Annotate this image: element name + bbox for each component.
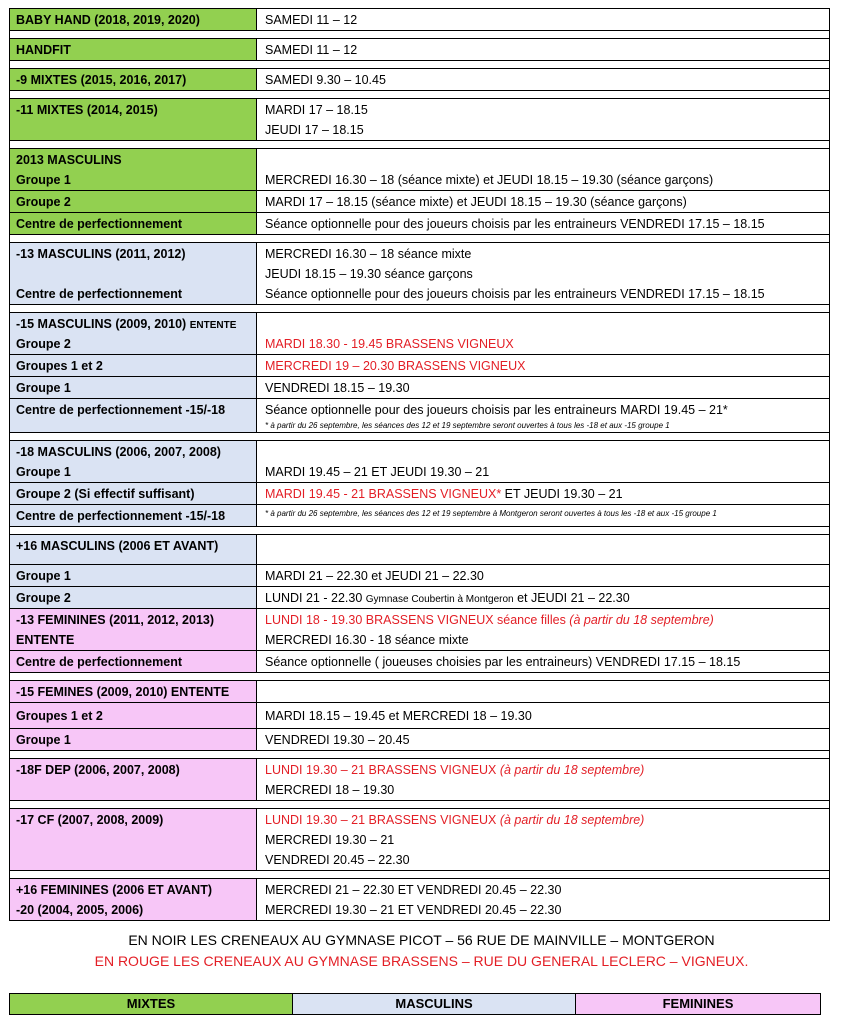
category-label: +16 MASCULINS (2006 ET AVANT): [16, 539, 219, 553]
schedule-cell: [256, 587, 829, 608]
schedule-text-part: LUNDI 19.30 – 21 BRASSENS VIGNEUX: [265, 813, 500, 827]
category-cell: [10, 441, 256, 482]
schedule-cell: [256, 355, 829, 376]
schedule-cell: [256, 565, 829, 586]
group-label: Groupe 1: [16, 173, 71, 187]
category-label: -15 FEMINES (2009, 2010) ENTENTE: [16, 685, 230, 699]
footnote: * à partir du 26 septembre, les séances des 12 et 19 septembre à Montgeron seront ouvertes à tous les -18 et aux -15 groupe 1: [265, 509, 717, 518]
venue-note: Gymnase Coubertin à Montgeron: [365, 594, 514, 605]
category-cell: [10, 313, 256, 354]
category-cell: [10, 609, 256, 650]
category-label: [16, 314, 250, 334]
category-label: BABY HAND (2018, 2019, 2020): [16, 13, 200, 27]
schedule-text: MERCREDI 19.30 – 21: [265, 833, 395, 847]
category-cell: [10, 759, 256, 800]
start-date-note: (à partir du 18 septembre): [499, 813, 645, 827]
category-label: -9 MIXTES (2015, 2016, 2017): [16, 73, 187, 87]
schedule-text: MARDI 17 – 18.15 (séance mixte) et JEUDI 18.15 – 19.30 (séance garçons): [265, 195, 687, 209]
group-label: Centre de perfectionnement -15/-18: [16, 509, 226, 523]
row-separator: [9, 871, 830, 878]
schedule-text: MERCREDI 16.30 – 18 (séance mixte) et JEUDI 18.15 – 19.30 (séance garçons): [265, 173, 714, 187]
group-label: Centre de perfectionnement -15/-18: [16, 403, 226, 417]
category-label: -11 MIXTES (2014, 2015): [16, 103, 158, 117]
schedule-block-18f-dep: [9, 758, 830, 801]
schedule-text: SAMEDI 11 – 12: [265, 13, 358, 27]
row-separator: [9, 751, 830, 758]
group-label: Groupe 1: [16, 381, 71, 395]
schedule-text: [265, 442, 821, 462]
schedule-text: MERCREDI 16.30 - 18 séance mixte: [265, 633, 469, 647]
schedule-cell: [256, 377, 829, 398]
schedule-text: MERCREDI 19.30 – 21 ET VENDREDI 20.45 – 22.30: [265, 903, 562, 917]
schedule-text: Séance optionnelle ( joueuses choisies par les entraineurs) VENDREDI 17.15 – 18.15: [265, 655, 741, 669]
schedule-table: [9, 8, 830, 921]
schedule-text-vigneux: MARDI 18.30 - 19.45 BRASSENS VIGNEUX: [265, 337, 514, 351]
row-separator: [9, 91, 830, 98]
schedule-text-part: LUNDI 21 - 22.30: [265, 591, 366, 605]
entente-tag: ENTENTE: [189, 320, 237, 331]
schedule-text: JEUDI 18.15 – 19.30 séance garçons: [265, 267, 473, 281]
group-label: Groupe 2: [16, 337, 71, 351]
category-cell: [10, 243, 256, 304]
category-cell: [10, 535, 256, 564]
category-cell: [10, 399, 256, 432]
row-separator: [9, 235, 830, 242]
row-separator: [9, 673, 830, 680]
schedule-cell: [256, 729, 829, 750]
schedule-text-part: LUNDI 18 - 19.30 BRASSENS VIGNEUX séance filles: [265, 613, 570, 627]
start-date-note: (à partir du 18 septembre): [499, 763, 645, 777]
schedule-cell: [256, 651, 829, 672]
schedule-block-17-cf: [9, 808, 830, 871]
schedule-block-13-feminines: [9, 609, 830, 673]
schedule-block-11-mixtes: [9, 98, 830, 141]
category-cell: [10, 355, 256, 376]
schedule-cell: [256, 759, 829, 800]
schedule-text-part: LUNDI 19.30 – 21 BRASSENS VIGNEUX: [265, 763, 500, 777]
category-label: -18F DEP (2006, 2007, 2008): [16, 763, 180, 777]
category-cell: [10, 99, 256, 140]
schedule-cell: [256, 441, 829, 482]
schedule-text: Séance optionnelle pour des joueurs choisis par les entraineurs VENDREDI 17.15 – 18.15: [265, 217, 765, 231]
schedule-cell: [256, 879, 829, 920]
schedule-block-2013-masculins: [9, 148, 830, 235]
category-label: -18 MASCULINS (2006, 2007, 2008): [16, 445, 221, 459]
schedule-block-16-feminines: [9, 878, 830, 921]
group-label: Groupe 2 (Si effectif suffisant): [16, 487, 195, 501]
group-label: Centre de perfectionnement: [16, 655, 183, 669]
category-title: -15 MASCULINS (2009, 2010): [16, 317, 187, 331]
schedule-text-vigneux: MERCREDI 19 – 20.30 BRASSENS VIGNEUX: [265, 359, 526, 373]
schedule-cell: [256, 483, 829, 504]
schedule-block-handfit: [9, 38, 830, 61]
category-cell: [10, 729, 256, 750]
group-label: Groupe 2: [16, 195, 71, 209]
category-cell: [10, 587, 256, 608]
schedule-cell: [256, 243, 829, 304]
schedule-cell: [256, 39, 829, 60]
schedule-text: [265, 314, 821, 334]
schedule-text-montgeron: ET JEUDI 19.30 – 21: [501, 487, 623, 501]
category-cell: [10, 191, 256, 212]
schedule-text: SAMEDI 9.30 – 10.45: [265, 73, 386, 87]
schedule-text-vigneux: [265, 610, 821, 630]
schedule-block-15-feminines: [9, 680, 830, 751]
legend-mixtes: MIXTES: [10, 994, 292, 1014]
schedule-block-13-masculins: [9, 242, 830, 305]
category-cell: [10, 809, 256, 870]
category-cell: [10, 879, 256, 920]
schedule-cell: [256, 535, 829, 564]
schedule-text: SAMEDI 11 – 12: [265, 43, 358, 57]
schedule-text-vigneux: [265, 810, 821, 830]
category-cell: [10, 377, 256, 398]
schedule-text: MARDI 21 – 22.30 et JEUDI 21 – 22.30: [265, 569, 484, 583]
category-cell: [10, 69, 256, 90]
category-cell: [10, 651, 256, 672]
schedule-text: Séance optionnelle pour des joueurs choisis par les entraineurs MARDI 19.45 – 21*: [265, 403, 728, 417]
group-label: Centre de perfectionnement: [16, 287, 183, 301]
group-label: Groupe 2: [16, 591, 71, 605]
category-cell: [10, 149, 256, 190]
schedule-cell: [256, 149, 829, 190]
schedule-cell: [256, 213, 829, 234]
schedule-text: [265, 588, 821, 608]
category-cell: [10, 681, 256, 702]
schedule-block-16-masculins: [9, 534, 830, 609]
group-label: Groupes 1 et 2: [16, 709, 103, 723]
schedule-text: [265, 150, 821, 170]
schedule-text: MARDI 18.15 – 19.45 et MERCREDI 18 – 19.30: [265, 709, 532, 723]
schedule-cell: [256, 609, 829, 650]
legend-masculins: MASCULINS: [292, 994, 575, 1014]
schedule-block-15-masculins: [9, 312, 830, 433]
schedule-cell: [256, 99, 829, 140]
start-date-note: (à partir du 18 septembre): [569, 613, 714, 627]
entente-label: ENTENTE: [16, 633, 75, 647]
group-label: Groupes 1 et 2: [16, 359, 103, 373]
row-separator: [9, 31, 830, 38]
venue-note-vigneux: EN ROUGE LES CRENEAUX AU GYMNASE BRASSENS – RUE DU GENERAL LECLERC – VIGNEUX.: [94, 953, 749, 969]
schedule-cell: [256, 399, 829, 432]
schedule-block-18-masculins: [9, 440, 830, 527]
schedule-text: VENDREDI 18.15 – 19.30: [265, 381, 410, 395]
category-cell: [10, 483, 256, 504]
category-label: HANDFIT: [16, 43, 71, 57]
category-label: -20 (2004, 2005, 2006): [16, 903, 144, 917]
row-separator: [9, 61, 830, 68]
category-cell: [10, 565, 256, 586]
schedule-cell: [256, 313, 829, 354]
schedule-text: VENDREDI 20.45 – 22.30: [265, 853, 410, 867]
row-separator: [9, 305, 830, 312]
category-label: -13 FEMININES (2011, 2012, 2013): [16, 613, 215, 627]
category-label: 2013 MASCULINS: [16, 153, 122, 167]
schedule-text: MERCREDI 18 – 19.30: [265, 783, 395, 797]
schedule-text: MERCREDI 21 – 22.30 ET VENDREDI 20.45 – 22.30: [265, 883, 562, 897]
schedule-text-vigneux: MARDI 19.45 - 21 BRASSENS VIGNEUX*: [265, 487, 502, 501]
venue-note-montgeron: EN NOIR LES CRENEAUX AU GYMNASE PICOT – 56 RUE DE MAINVILLE – MONTGERON: [128, 932, 715, 948]
row-separator: [9, 527, 830, 534]
group-label: Groupe 1: [16, 733, 71, 747]
schedule-cell: [256, 681, 829, 702]
color-legend: [9, 993, 821, 1015]
legend-feminines: FEMININES: [575, 994, 820, 1014]
schedule-text: MARDI 17 – 18.15: [265, 103, 368, 117]
schedule-text: [265, 484, 821, 504]
schedule-text: VENDREDI 19.30 – 20.45: [265, 733, 410, 747]
schedule-text: [265, 536, 821, 556]
schedule-block-9-mixtes: [9, 68, 830, 91]
row-separator: [9, 433, 830, 440]
category-cell: [10, 505, 256, 526]
category-cell: [10, 703, 256, 728]
schedule-cell: [256, 703, 829, 728]
row-separator: [9, 141, 830, 148]
category-label: [16, 264, 250, 284]
row-separator: [9, 801, 830, 808]
schedule-cell: [256, 9, 829, 30]
footnote: * à partir du 26 septembre, les séances des 12 et 19 septembre seront ouvertes à tous les -18 et aux -15 groupe 1: [265, 421, 670, 430]
schedule-text: MERCREDI 16.30 – 18 séance mixte: [265, 247, 472, 261]
category-cell: [10, 213, 256, 234]
schedule-cell: [256, 505, 829, 526]
category-label: -13 MASCULINS (2011, 2012): [16, 247, 186, 261]
category-label: +16 FEMININES (2006 ET AVANT): [16, 883, 212, 897]
category-cell: [10, 9, 256, 30]
schedule-text: [265, 682, 821, 702]
category-label: -17 CF (2007, 2008, 2009): [16, 813, 164, 827]
schedule-cell: [256, 809, 829, 870]
group-label: Groupe 1: [16, 569, 71, 583]
schedule-text: MARDI 19.45 – 21 ET JEUDI 19.30 – 21: [265, 465, 490, 479]
schedule-cell: [256, 191, 829, 212]
schedule-text: Séance optionnelle pour des joueurs choisis par les entraineurs VENDREDI 17.15 – 18.15: [265, 287, 765, 301]
schedule-block-baby-hand: [9, 8, 830, 31]
schedule-cell: [256, 69, 829, 90]
schedule-text-part: et JEUDI 21 – 22.30: [513, 591, 630, 605]
category-cell: [10, 39, 256, 60]
group-label: Groupe 1: [16, 465, 71, 479]
schedule-text-vigneux: [265, 760, 821, 780]
schedule-text: JEUDI 17 – 18.15: [265, 123, 364, 137]
group-label: Centre de perfectionnement: [16, 217, 183, 231]
